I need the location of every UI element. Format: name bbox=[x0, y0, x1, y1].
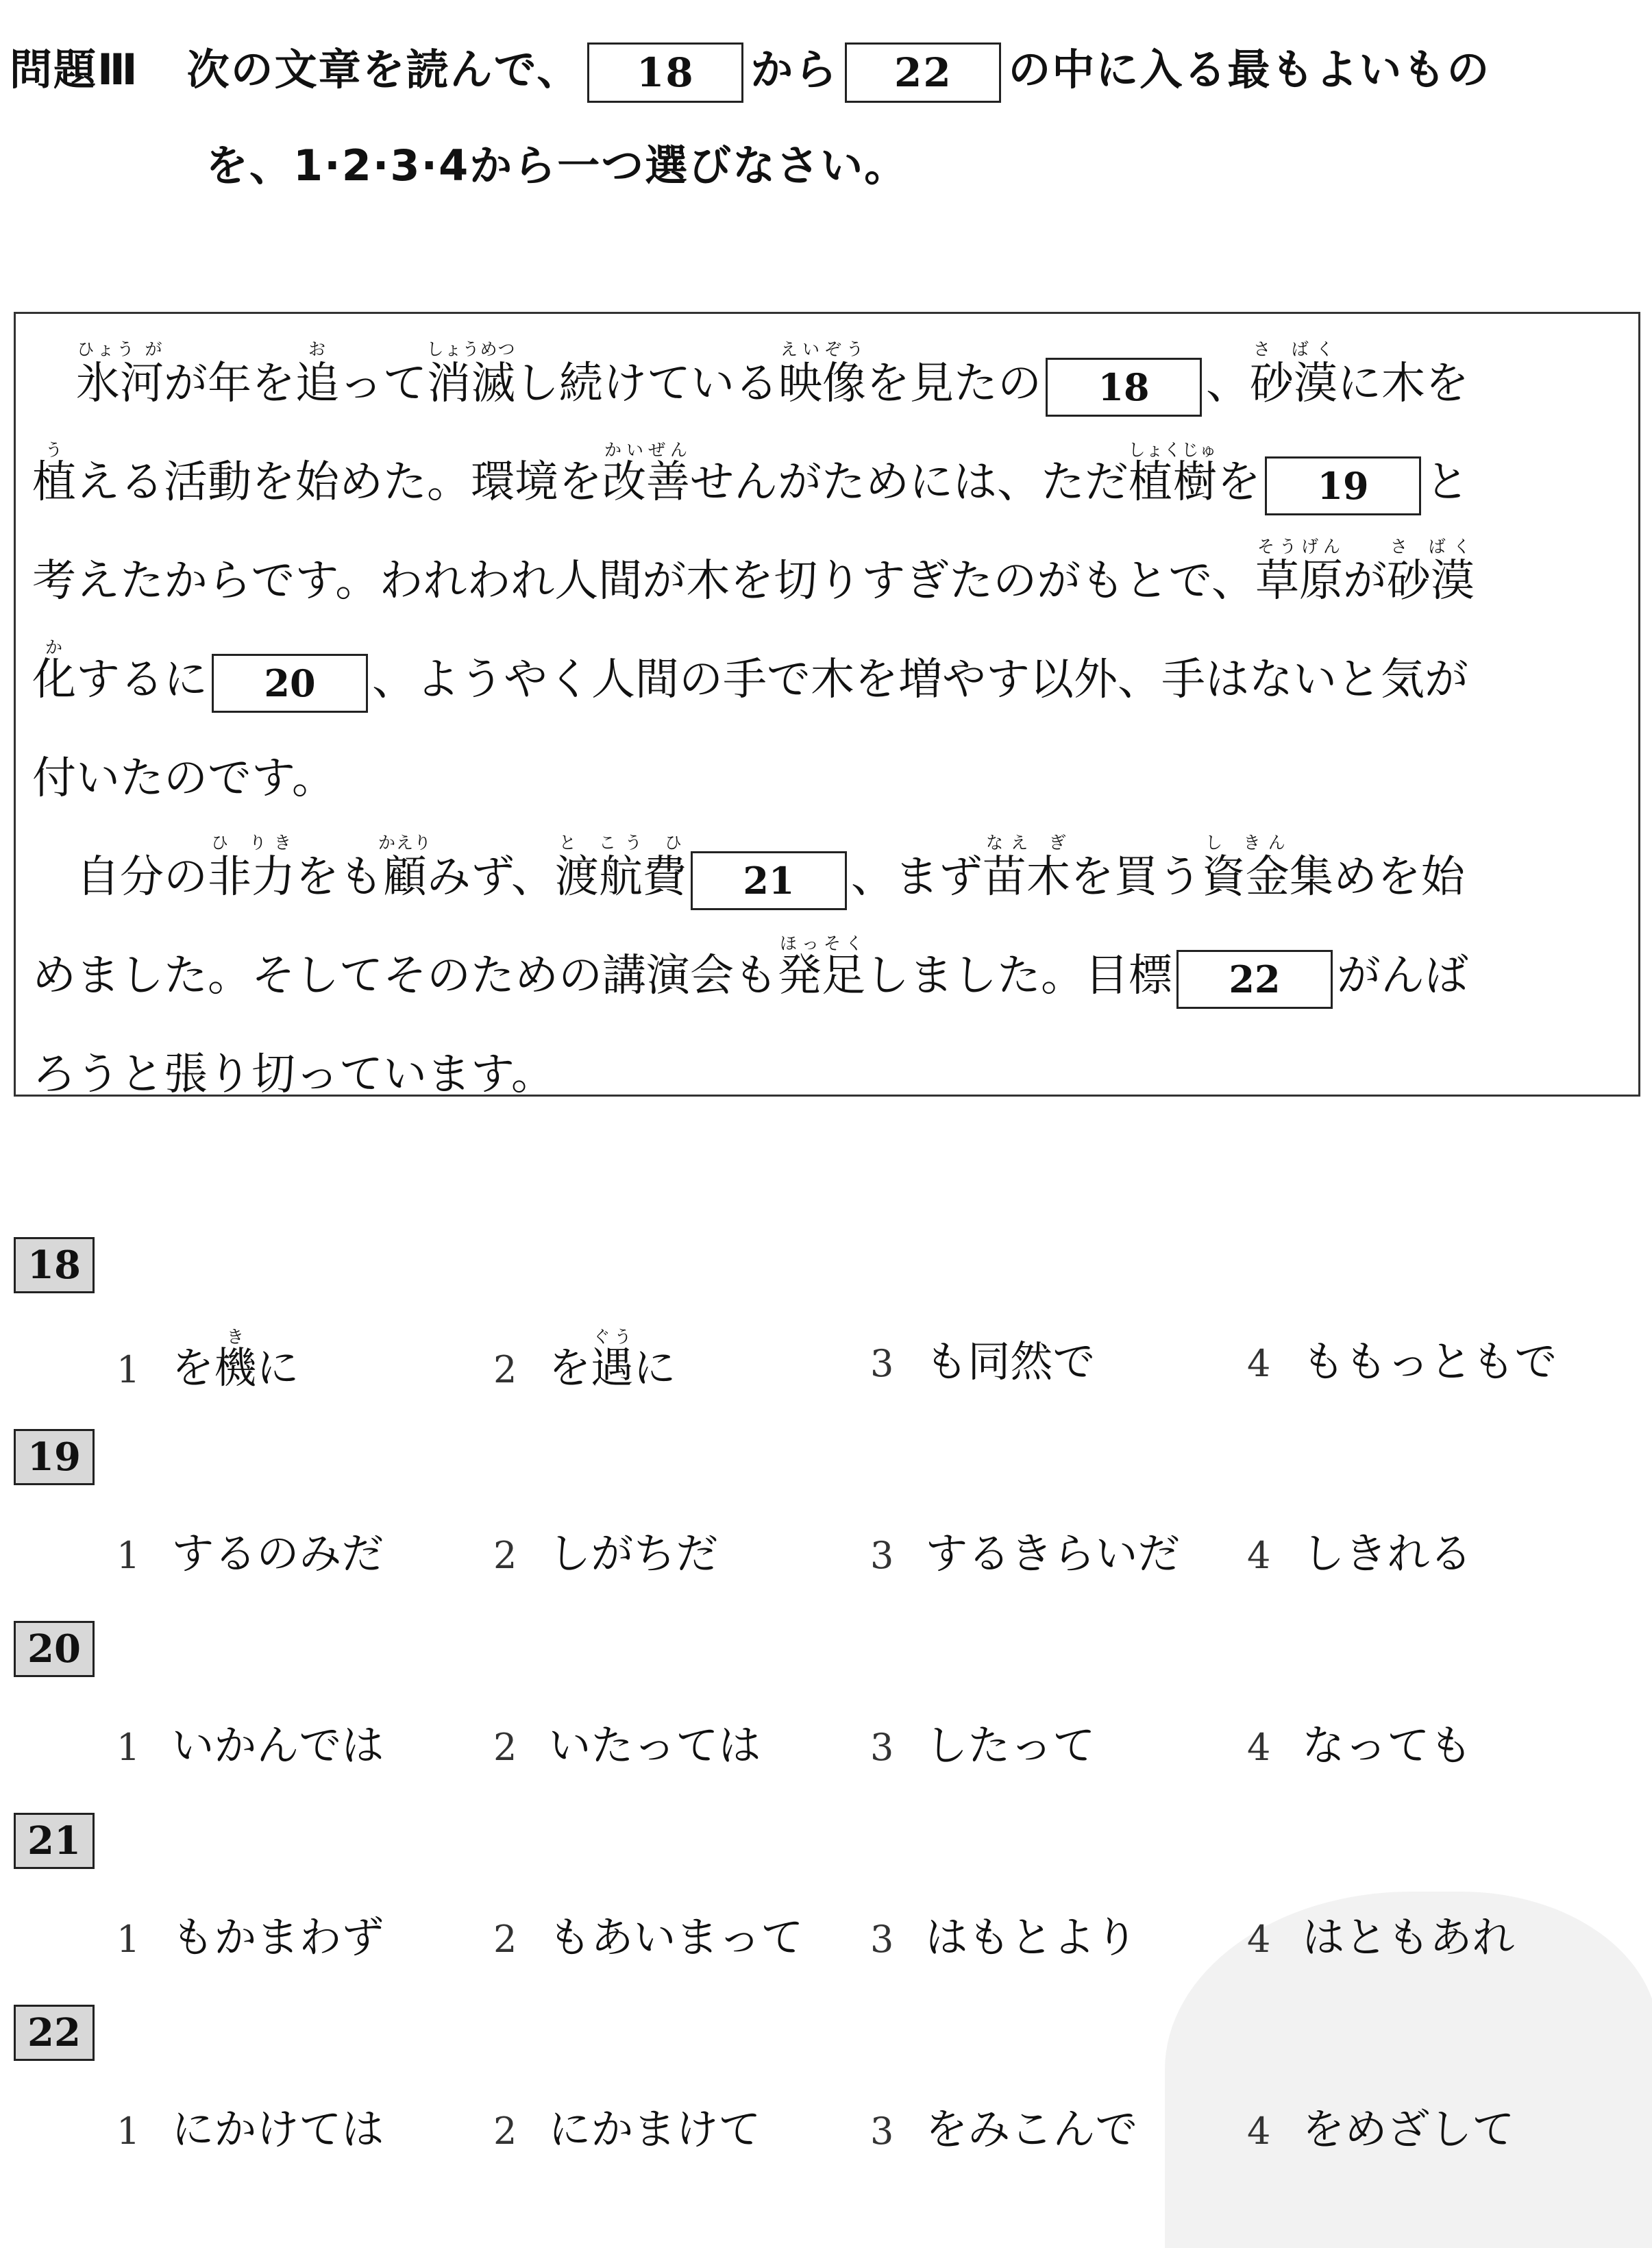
ruby-word bbox=[554, 833, 687, 903]
ruby-reading: う bbox=[32, 440, 76, 460]
question-number: 19 bbox=[14, 1429, 95, 1485]
option-4[interactable] bbox=[1247, 2095, 1514, 2156]
option-text: に bbox=[256, 1343, 299, 1393]
ruby-word bbox=[76, 339, 164, 409]
ruby-reading: お bbox=[295, 339, 339, 359]
ruby-reading: さ ばく bbox=[1386, 537, 1475, 557]
options-row bbox=[14, 1519, 1644, 1595]
option-text: はもとより bbox=[925, 1912, 1138, 1962]
instruction-text: 次の文章を読んで、 bbox=[186, 45, 581, 95]
option-3[interactable] bbox=[870, 2095, 1137, 2156]
instruction-line-1 bbox=[10, 36, 1640, 104]
option-1[interactable] bbox=[116, 1711, 384, 1772]
option-2[interactable] bbox=[493, 1519, 718, 1580]
ruby-base: 非力 bbox=[208, 852, 295, 903]
passage-line-1 bbox=[32, 334, 1622, 433]
ruby-base: 遇 bbox=[591, 1343, 634, 1393]
passage-text: みず、 bbox=[427, 852, 555, 903]
option-number: 4 bbox=[1247, 1918, 1271, 1961]
option-4[interactable] bbox=[1247, 1328, 1557, 1389]
ruby-reading: しょうめつ bbox=[426, 339, 516, 359]
option-number: 3 bbox=[870, 1342, 894, 1385]
blank-20[interactable]: 20 bbox=[212, 654, 368, 713]
option-number: 4 bbox=[1247, 1534, 1271, 1577]
ruby-base: 発足 bbox=[778, 951, 865, 1001]
passage-line-2 bbox=[32, 433, 1622, 532]
option-text: するきらいだ bbox=[925, 1528, 1181, 1578]
ruby-word bbox=[295, 339, 339, 409]
option-number: 1 bbox=[116, 2110, 140, 2153]
passage-text: 付いたのです。 bbox=[32, 753, 336, 804]
passage-line-3 bbox=[32, 532, 1622, 631]
option-number: 4 bbox=[1247, 1726, 1271, 1769]
passage-text: がんば bbox=[1337, 951, 1468, 1001]
option-text: も同然で bbox=[925, 1336, 1096, 1386]
passage-line-4 bbox=[32, 631, 1622, 729]
option-number: 4 bbox=[1247, 1342, 1271, 1385]
ruby-word bbox=[1255, 537, 1343, 607]
option-4[interactable] bbox=[1247, 1903, 1514, 1964]
option-number: 2 bbox=[493, 1348, 517, 1391]
ruby-word bbox=[778, 933, 865, 1001]
ruby-base: 苗木 bbox=[982, 852, 1070, 903]
ruby-base: 草原 bbox=[1255, 556, 1343, 607]
ruby-word bbox=[1128, 440, 1218, 508]
section-label: 問題Ⅲ bbox=[10, 45, 139, 95]
passage-text: せんがためには、ただ bbox=[690, 457, 1129, 508]
ruby-word bbox=[591, 1327, 634, 1393]
ruby-word bbox=[378, 833, 432, 903]
passage-text: 自分の bbox=[76, 852, 208, 903]
passage-line-7 bbox=[32, 927, 1622, 1025]
question-20 bbox=[14, 1621, 1644, 1787]
ruby-word bbox=[602, 440, 690, 508]
option-number: 3 bbox=[870, 2110, 894, 2153]
passage-text: 考えたからです。われわれ人間が木を切りすぎたのがもとで、 bbox=[32, 556, 1255, 607]
options-row bbox=[14, 1711, 1644, 1787]
passage-text: 、 bbox=[1206, 358, 1250, 409]
passage-text: が年を bbox=[164, 358, 295, 409]
options-row bbox=[14, 2095, 1644, 2171]
passage-text: 、まず bbox=[850, 852, 983, 903]
option-number: 1 bbox=[116, 1726, 140, 1769]
option-text: しきれる bbox=[1302, 1528, 1472, 1578]
ruby-word bbox=[32, 440, 76, 508]
option-1[interactable] bbox=[116, 1519, 384, 1580]
blank-22[interactable]: 22 bbox=[1176, 950, 1333, 1009]
reading-passage bbox=[14, 312, 1640, 1100]
ruby-base: 資金 bbox=[1201, 852, 1290, 903]
option-number: 1 bbox=[116, 1534, 140, 1577]
option-number: 2 bbox=[493, 1726, 517, 1769]
ruby-reading: そうげん bbox=[1255, 537, 1343, 557]
passage-text: に木を bbox=[1337, 358, 1470, 409]
passage-text: 、ようやく人間の手で木を増やす以外、手はないと気が bbox=[372, 655, 1468, 705]
passage-text: える活動を始めた。環境を bbox=[76, 457, 602, 508]
indent bbox=[32, 358, 76, 409]
option-1[interactable] bbox=[116, 1903, 384, 1964]
ruby-reading: かいぜん bbox=[602, 440, 690, 460]
option-2[interactable] bbox=[493, 1903, 803, 1964]
option-text: にかまけて bbox=[548, 2104, 761, 2154]
ruby-base: 映像 bbox=[778, 358, 867, 409]
ruby-word bbox=[1201, 833, 1290, 903]
option-text: に bbox=[633, 1343, 676, 1393]
passage-text: めました。そしてそのための講演会も bbox=[32, 951, 778, 1001]
option-text: を bbox=[548, 1343, 591, 1393]
ruby-reading: ひ りき bbox=[208, 833, 295, 853]
ruby-reading: かえり bbox=[378, 833, 432, 853]
instructions bbox=[10, 36, 1640, 200]
passage-text: ろうと張り切っています。 bbox=[32, 1049, 555, 1100]
instruction-line-2: を、1·2·3·4から一つ選びなさい。 bbox=[206, 140, 909, 191]
option-text: ももっともで bbox=[1302, 1336, 1557, 1386]
option-number: 3 bbox=[870, 1918, 894, 1961]
ruby-word bbox=[1250, 339, 1338, 409]
passage-text: するに bbox=[76, 655, 208, 705]
option-1[interactable] bbox=[116, 2095, 384, 2156]
option-2[interactable] bbox=[493, 1328, 676, 1395]
ruby-base: 消滅 bbox=[426, 358, 516, 409]
passage-text: を bbox=[1217, 457, 1261, 508]
passage-text: を見たの bbox=[866, 358, 1042, 409]
option-text: もかまわず bbox=[171, 1912, 384, 1962]
option-number: 1 bbox=[116, 1918, 140, 1961]
option-number: 2 bbox=[493, 2110, 517, 2153]
ruby-base: 顧 bbox=[378, 852, 432, 903]
question-number: 20 bbox=[14, 1621, 95, 1677]
option-2[interactable] bbox=[493, 2095, 761, 2156]
ruby-reading: と こう ひ bbox=[554, 833, 687, 853]
options-row bbox=[14, 1328, 1644, 1403]
option-3[interactable] bbox=[870, 1903, 1137, 1964]
option-number: 2 bbox=[493, 1534, 517, 1577]
option-text: するのみだ bbox=[171, 1528, 384, 1578]
blank-21[interactable]: 21 bbox=[691, 851, 847, 910]
option-2[interactable] bbox=[493, 1711, 761, 1772]
passage-line-8 bbox=[32, 1025, 1622, 1124]
ruby-word bbox=[214, 1327, 257, 1393]
option-text: いたっては bbox=[548, 1720, 761, 1770]
option-text: をみこんで bbox=[925, 2104, 1138, 2154]
option-1[interactable] bbox=[116, 1328, 299, 1395]
blank-18[interactable]: 18 bbox=[1046, 358, 1202, 417]
option-text: しがちだ bbox=[548, 1528, 719, 1578]
passage-text: が bbox=[1342, 556, 1387, 607]
ruby-reading: き bbox=[214, 1327, 257, 1347]
ruby-base: 改善 bbox=[602, 457, 690, 508]
option-text: もあいまって bbox=[548, 1912, 804, 1962]
range-start-box: 18 bbox=[587, 42, 743, 103]
range-end-box: 22 bbox=[845, 42, 1001, 103]
ruby-base: 機 bbox=[214, 1343, 257, 1393]
passage-text: をも bbox=[295, 852, 383, 903]
instruction-text: から bbox=[750, 45, 839, 95]
question-18 bbox=[14, 1237, 1644, 1403]
ruby-base: 砂漠 bbox=[1386, 556, 1475, 607]
ruby-word bbox=[1386, 537, 1475, 607]
option-text: いかんでは bbox=[171, 1720, 384, 1770]
option-3[interactable] bbox=[870, 1519, 1180, 1580]
ruby-reading: か bbox=[32, 637, 76, 657]
ruby-reading: ほっそく bbox=[778, 933, 865, 953]
ruby-base: 渡航費 bbox=[554, 852, 687, 903]
indent bbox=[32, 852, 76, 903]
option-4[interactable] bbox=[1247, 1711, 1472, 1772]
ruby-word bbox=[426, 339, 516, 409]
instruction-text: の中に入る最もよいもの bbox=[1008, 45, 1491, 95]
option-text: なっても bbox=[1302, 1720, 1472, 1770]
passage-line-6 bbox=[32, 828, 1622, 927]
question-number: 21 bbox=[14, 1813, 95, 1869]
options-row bbox=[14, 1903, 1644, 1979]
blank-19[interactable]: 19 bbox=[1265, 456, 1421, 515]
passage-text: 集めを始 bbox=[1289, 852, 1465, 903]
question-number: 18 bbox=[14, 1237, 95, 1293]
ruby-base: 植 bbox=[32, 457, 76, 508]
question-21 bbox=[14, 1813, 1644, 1979]
option-number: 4 bbox=[1247, 2110, 1271, 2153]
ruby-reading: なえ ぎ bbox=[982, 833, 1070, 853]
ruby-base: 追 bbox=[295, 358, 339, 409]
ruby-word bbox=[778, 339, 867, 409]
option-3[interactable] bbox=[870, 1711, 1095, 1772]
ruby-base: 氷河 bbox=[76, 358, 164, 409]
ruby-base: 砂漠 bbox=[1250, 358, 1338, 409]
option-4[interactable] bbox=[1247, 1519, 1472, 1580]
ruby-reading: ぐう bbox=[591, 1327, 634, 1347]
ruby-word bbox=[982, 833, 1070, 903]
ruby-word bbox=[32, 637, 76, 705]
ruby-reading: さ ばく bbox=[1250, 339, 1338, 359]
ruby-base: 化 bbox=[32, 655, 76, 705]
passage-text: って bbox=[339, 358, 427, 409]
passage-text: しました。目標 bbox=[865, 951, 1172, 1001]
passage-text: と bbox=[1425, 457, 1470, 508]
question-number: 22 bbox=[14, 2005, 95, 2061]
option-number: 3 bbox=[870, 1534, 894, 1577]
ruby-reading: し きん bbox=[1201, 833, 1290, 853]
passage-text: を買う bbox=[1070, 852, 1202, 903]
ruby-word bbox=[208, 833, 295, 903]
passage-line-5 bbox=[32, 729, 1622, 828]
question-19 bbox=[14, 1429, 1644, 1595]
passage-text: し続けている bbox=[515, 358, 779, 409]
option-3[interactable] bbox=[870, 1328, 1095, 1389]
ruby-base: 植樹 bbox=[1128, 457, 1218, 508]
ruby-reading: えいぞう bbox=[778, 339, 866, 359]
option-number: 2 bbox=[493, 1918, 517, 1961]
option-text: はともあれ bbox=[1302, 1912, 1515, 1962]
option-number: 3 bbox=[870, 1726, 894, 1769]
option-text: を bbox=[171, 1343, 214, 1393]
option-text: をめざして bbox=[1302, 2104, 1515, 2154]
option-number: 1 bbox=[116, 1348, 140, 1391]
question-22 bbox=[14, 2005, 1644, 2171]
option-text: したって bbox=[925, 1720, 1096, 1770]
ruby-reading: しょくじゅ bbox=[1128, 440, 1218, 460]
ruby-reading: ひょう が bbox=[76, 339, 164, 359]
option-text: にかけては bbox=[171, 2104, 384, 2154]
